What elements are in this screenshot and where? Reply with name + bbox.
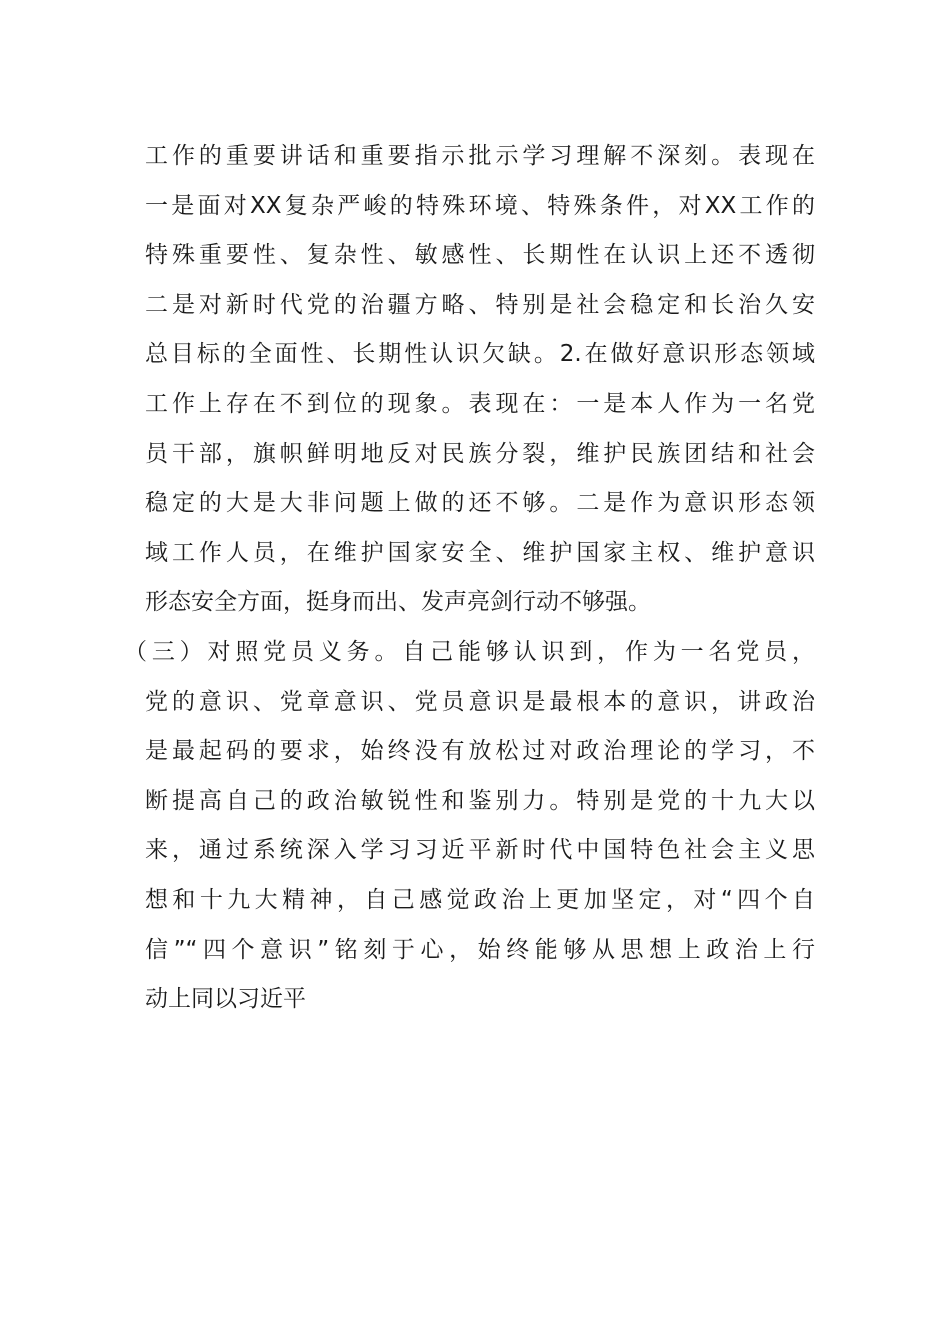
text-line: 工作的重要讲话和重要指示批示学习理解不深刻。表现在 [145, 143, 815, 169]
section-heading-line: （三）对照党员义务。自己能够认识到，作为一名党员， [124, 638, 815, 665]
text-line: 断提高自己的政治敏锐性和鉴别力。特别是党的十九大以 [145, 787, 815, 814]
text-line: 是最起码的要求，始终没有放松过对政治理论的学习，不 [145, 738, 815, 765]
text-line: 想和十九大精神，自己感觉政治上更加坚定，对“四个自 [145, 886, 815, 913]
text-line: 一是面对XX复杂严峻的特殊环境、特殊条件，对XX工作的 [145, 192, 815, 219]
text-line: 特殊重要性、复杂性、敏感性、长期性在认识上还不透彻 [145, 242, 815, 269]
text-line: 工作上存在不到位的现象。表现在：一是本人作为一名党 [145, 390, 815, 417]
text-line: 总目标的全面性、长期性认识欠缺。2.在做好意识形态领域 [145, 341, 815, 368]
text-line: 二是对新时代党的治疆方略、特别是社会稳定和长治久安 [145, 291, 815, 318]
text-line: 域工作人员，在维护国家安全、维护国家主权、维护意识 [145, 539, 815, 566]
text-line: 稳定的大是大非问题上做的还不够。二是作为意识形态领 [145, 490, 815, 517]
text-line: 信”“四个意识”铭刻于心，始终能够从思想上政治上行 [145, 936, 815, 963]
text-line: 员干部，旗帜鲜明地反对民族分裂，维护民族团结和社会 [145, 440, 815, 467]
text-line: 来，通过系统深入学习习近平新时代中国特色社会主义思 [145, 837, 815, 864]
body-text [124, 132, 815, 1025]
text-line: 形态安全方面，挺身而出、发声亮剑行动不够强。 [145, 589, 651, 616]
text-line: 动上同以习近平 [145, 986, 306, 1013]
text-line: 党的意识、党章意识、党员意识是最根本的意识，讲政治 [145, 688, 815, 715]
